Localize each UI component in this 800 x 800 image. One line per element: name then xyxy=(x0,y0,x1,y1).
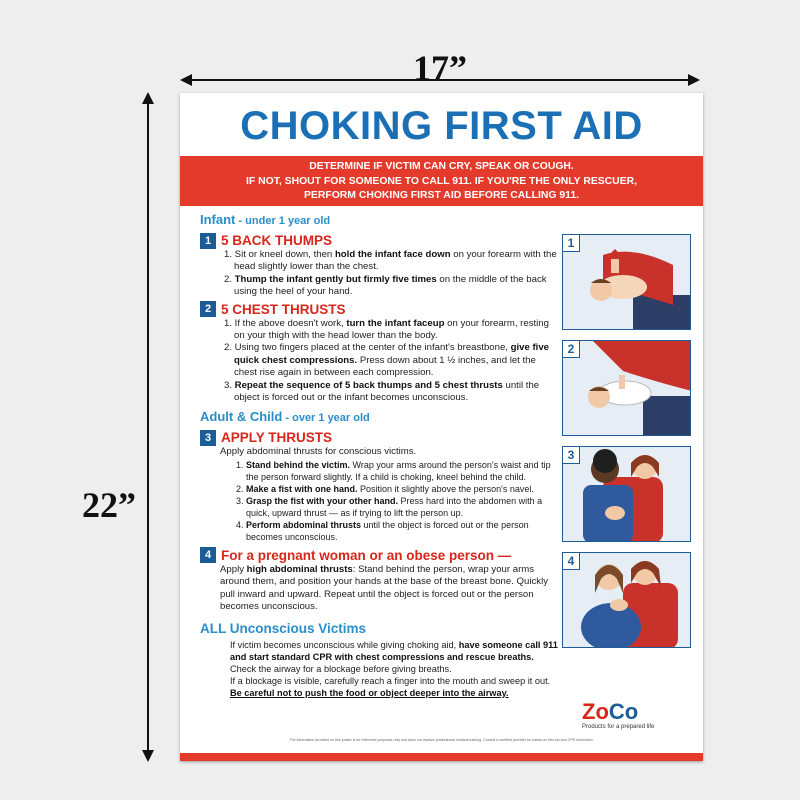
unconscious-line: If a blockage is visible, carefully reach a finger into the mouth and sweep it out. xyxy=(230,675,551,686)
choking-poster xyxy=(180,93,703,761)
step-title: 5 BACK THUMPS xyxy=(221,233,333,248)
unconscious-line: Check the airway for a blockage before giving breaths. xyxy=(230,663,452,674)
unconscious-warning: Be careful not to push the food or object deeper into the airway. xyxy=(230,687,509,698)
illustration-back-thumps xyxy=(562,234,691,330)
illustration-number: 1 xyxy=(563,235,580,252)
step-title: For a pregnant woman or an obese person — xyxy=(221,547,512,563)
unconscious-text xyxy=(200,639,560,699)
step-3-list xyxy=(200,459,560,543)
step-number: 1 xyxy=(200,233,216,249)
step-number: 2 xyxy=(200,301,216,317)
banner-line: IF NOT, SHOUT FOR SOMEONE TO CALL 911. IF YOU'RE THE ONLY RESCUER, xyxy=(245,175,638,187)
unconscious-line: If victim becomes unconscious while giving choking aid, have someone call 911 and start standard CPR with chest compressions and rescue breaths. xyxy=(230,639,558,662)
back-thumps-illustration-icon xyxy=(563,235,691,330)
list-item: 2. Make a fist with one hand. Position it slightly above the person's navel. xyxy=(236,483,534,494)
infant-subheading: - under 1 year old xyxy=(235,215,331,227)
infant-heading xyxy=(200,211,560,230)
step-1-heading xyxy=(200,232,560,249)
step-title: APPLY THRUSTS xyxy=(221,430,333,446)
width-label: 17” xyxy=(413,48,467,88)
chest-thrusts-illustration-icon xyxy=(563,341,691,436)
width-dimension xyxy=(180,50,700,90)
logo-tagline: Products for a prepared life xyxy=(582,724,655,730)
banner-line: PERFORM CHOKING FIRST AID BEFORE CALLING 911. xyxy=(304,190,579,201)
list-item: 2. Using two fingers placed at the center of the infant's breastbone, give five quick chest compressions. Press down about 1 ½ inches, and let the chest rise again in between each compression. xyxy=(224,342,550,379)
step-4-text: Apply high abdominal thrusts: Stand behind the person, wrap your arms around them, and position your hands at the base of the breast bone. Quickly pull inward and upward. Repeat until the object is forced out or the person becomes unconscious. xyxy=(220,563,548,613)
unconscious-heading: ALL Unconscious Victims xyxy=(200,620,367,636)
disclaimer-text: The information provided on this poster is for reference purposes only and does not replace professional medical training. Consult a certified provider for hands-on first aid and CPR instruction. xyxy=(289,738,594,742)
step-3-intro: Apply abdominal thrusts for conscious victims. xyxy=(220,446,417,458)
step-2-heading xyxy=(200,301,560,318)
list-item: 3. Repeat the sequence of 5 back thumps and 5 chest thrusts until the object is forced out or the infant becomes unconscious. xyxy=(224,379,540,404)
banner-line: DETERMINE IF VICTIM CAN CRY, SPEAK OR COUGH. xyxy=(309,161,574,172)
list-item: 3. Grasp the fist with your other hand. Press hard into the abdomen with a quick, upward thrust — as if trying to lift the person up. xyxy=(236,495,543,518)
adult-subheading: - over 1 year old xyxy=(282,412,370,425)
footer-bar xyxy=(180,753,703,761)
height-dimension xyxy=(80,92,170,762)
step-4-heading xyxy=(200,547,560,564)
adult-heading-text: Adult & Child xyxy=(200,409,283,425)
step-3-heading xyxy=(200,429,560,446)
step-number: 3 xyxy=(200,430,216,446)
instructions xyxy=(200,211,560,699)
illustration-abdominal-thrusts xyxy=(562,446,691,542)
list-item: 2. Thump the infant gently but firmly five times on the middle of the back using the heel of your hand. xyxy=(224,273,547,298)
illustration-pregnant-thrusts xyxy=(562,552,691,648)
infant-heading-text: Infant xyxy=(200,212,236,227)
height-label: 22” xyxy=(82,485,136,525)
warning-banner xyxy=(180,156,703,206)
step-2-list xyxy=(200,318,560,405)
poster-title: CHOKING FIRST AID xyxy=(240,104,643,148)
pregnant-thrusts-illustration-icon xyxy=(563,553,691,648)
adult-heading xyxy=(200,408,560,427)
step-number: 4 xyxy=(200,547,216,563)
height-arrow-icon xyxy=(140,92,156,762)
illustration-number: 2 xyxy=(563,341,580,358)
illustrations xyxy=(562,234,692,658)
illustration-number: 3 xyxy=(563,447,580,464)
illustration-chest-thrusts xyxy=(562,340,691,436)
zoco-logo xyxy=(582,701,692,730)
illustration-number: 4 xyxy=(563,553,580,570)
step-1-list xyxy=(200,249,560,299)
step-title: 5 CHEST THRUSTS xyxy=(221,301,346,317)
list-item: 1. If the above doesn't work, turn the infant faceup on your forearm, resting on your thigh with the head lower than the body. xyxy=(224,317,549,342)
list-item: 4. Perform abdominal thrusts until the object is forced out or the person becomes unconscious. xyxy=(236,519,529,542)
abdominal-thrusts-illustration-icon xyxy=(563,447,691,542)
logo-wordmark: ZoCo xyxy=(582,699,639,724)
width-arrow-icon xyxy=(180,72,700,88)
list-item: 1. Sit or kneel down, then hold the infant face down on your forearm with the head slightly lower than the chest. xyxy=(224,249,557,273)
list-item: 1. Stand behind the victim. Wrap your arms around the person's waist and tip the person forward slightly. If a child is choking, kneel behind the child. xyxy=(236,459,551,482)
